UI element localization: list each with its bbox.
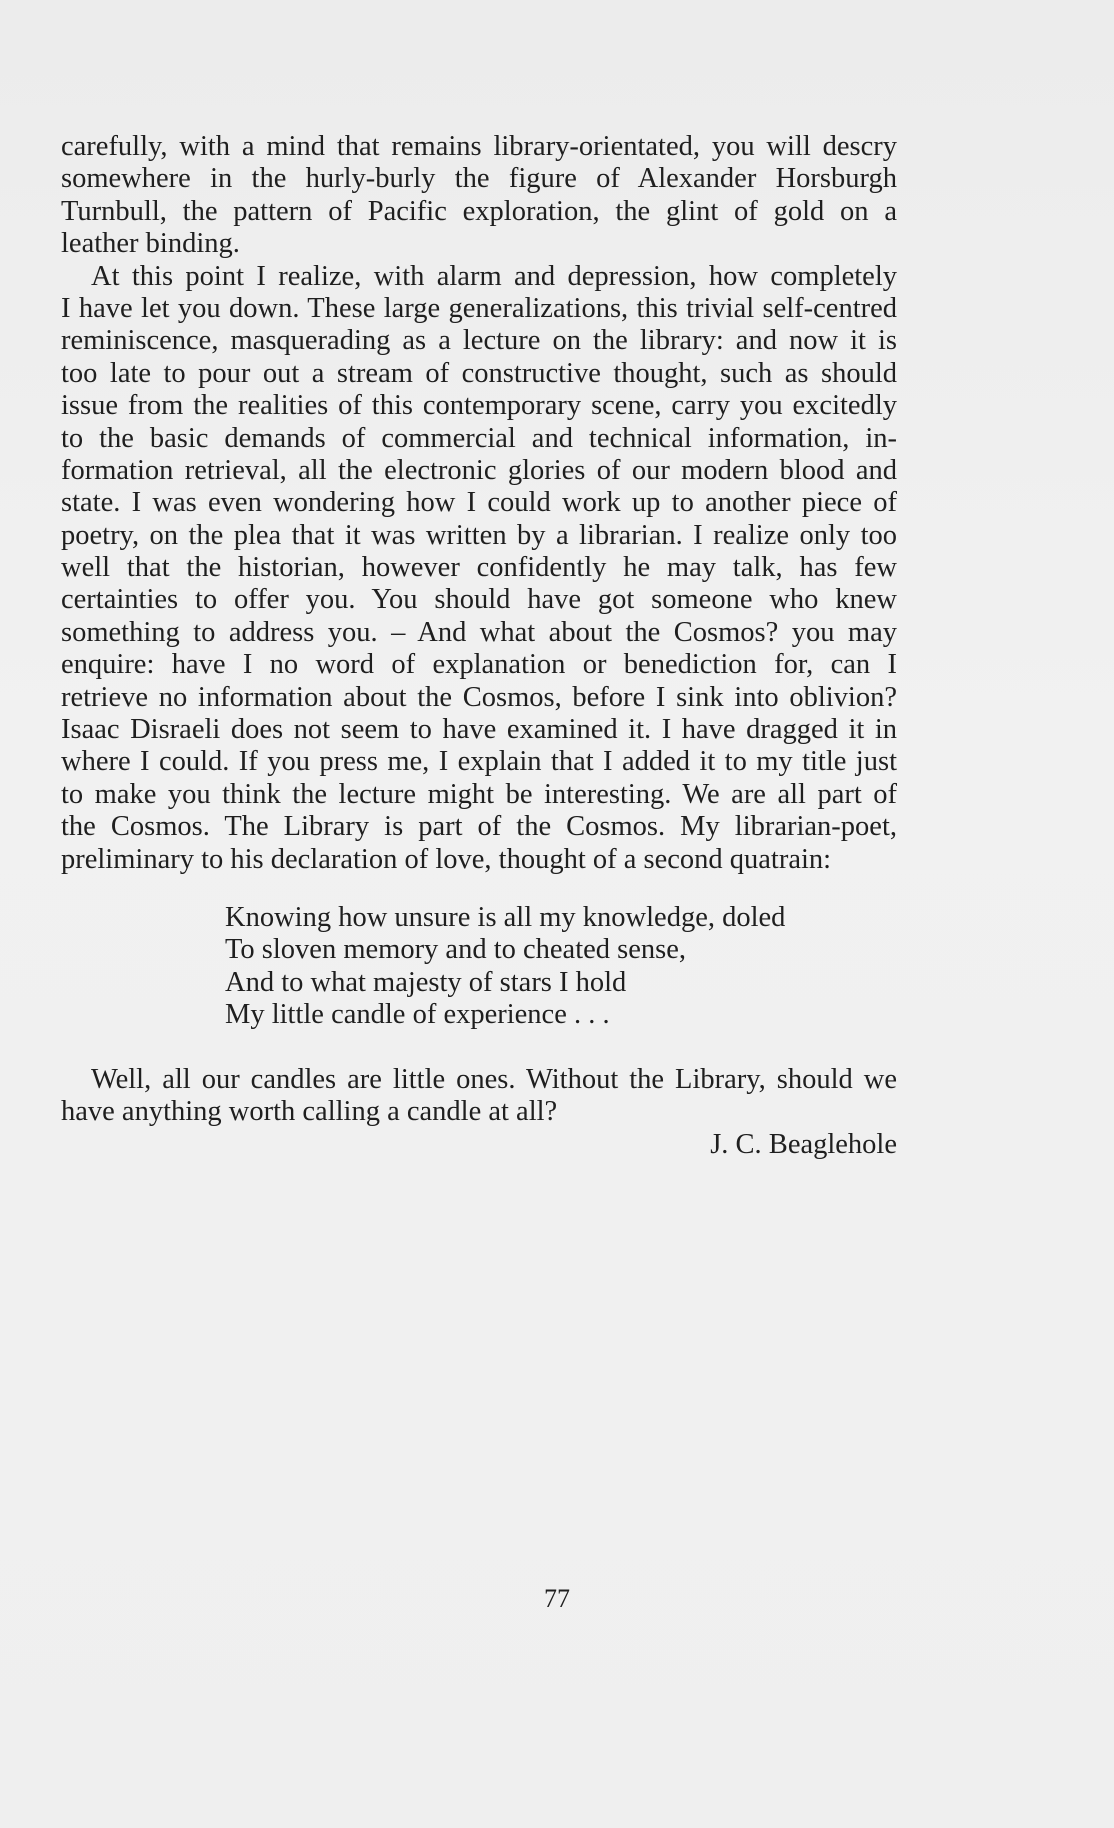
quatrain: [225, 902, 785, 1032]
body-line-7: reminiscence, masquerading as a lecture on the library: and now it is: [61, 325, 897, 357]
closing-line-2: have anything worth calling a candle at all?: [61, 1096, 558, 1128]
body-line-17: enquire: have I no word of explanation or benediction for, can I: [61, 649, 897, 681]
body-line-3: Turnbull, the pattern of Pacific exploration, the glint of gold on a: [61, 195, 897, 227]
closing-paragraph: [61, 1064, 897, 1129]
body-line-21: to make you think the lecture might be interesting. We are all part of: [61, 778, 897, 810]
poem-line-3: And to what majesty of stars I hold: [225, 966, 627, 998]
body-line-22: the Cosmos. The Library is part of the Cosmos. My librarian-poet,: [61, 811, 897, 843]
body-line-15: certainties to offer you. You should have got someone who knew: [61, 584, 897, 616]
body-line-11: formation retrieval, all the electronic glories of our modern blood and: [61, 454, 897, 486]
closing-line-1: Well, all our candles are little ones. Without the Library, should we: [91, 1064, 897, 1095]
page-number: 77: [544, 1584, 570, 1613]
body-text: [61, 131, 897, 876]
body-line-10: to the basic demands of commercial and technical information, in-: [61, 422, 897, 454]
body-line-1: carefully, with a mind that remains library-orientated, you will descry: [61, 131, 897, 162]
poem-line-4: My little candle of experience . . .: [225, 999, 610, 1031]
author-signature: J. C. Beaglehole: [710, 1129, 897, 1160]
poem-line-1: Knowing how unsure is all my knowledge, doled: [225, 902, 786, 933]
body-line-9: issue from the realities of this contemporary scene, carry you excitedly: [61, 390, 897, 422]
body-line-5: At this point I realize, with alarm and depression, how completely: [91, 260, 897, 292]
body-line-16: something to address you. – And what about the Cosmos? you may: [61, 616, 897, 648]
body-line-14: well that the historian, however confidently he may talk, has few: [61, 552, 897, 584]
body-line-6: I have let you down. These large generalizations, this trivial self-centred: [61, 292, 897, 324]
body-line-12: state. I was even wondering how I could work up to another piece of: [61, 487, 897, 519]
body-line-4: leather binding.: [61, 228, 240, 260]
body-line-2: somewhere in the hurly-burly the figure of Alexander Horsburgh: [61, 163, 897, 195]
body-line-8: too late to pour out a stream of constructive thought, such as should: [61, 357, 897, 389]
body-line-19: Isaac Disraeli does not seem to have examined it. I have dragged it in: [61, 714, 897, 746]
poem-line-2: To sloven memory and to cheated sense,: [225, 934, 686, 966]
body-line-23: preliminary to his declaration of love, thought of a second quatrain:: [61, 843, 832, 875]
body-line-18: retrieve no information about the Cosmos, before I sink into oblivion?: [61, 681, 897, 713]
body-line-13: poetry, on the plea that it was written by a librarian. I realize only too: [61, 519, 897, 551]
body-line-20: where I could. If you press me, I explain that I added it to my title just: [61, 746, 897, 778]
